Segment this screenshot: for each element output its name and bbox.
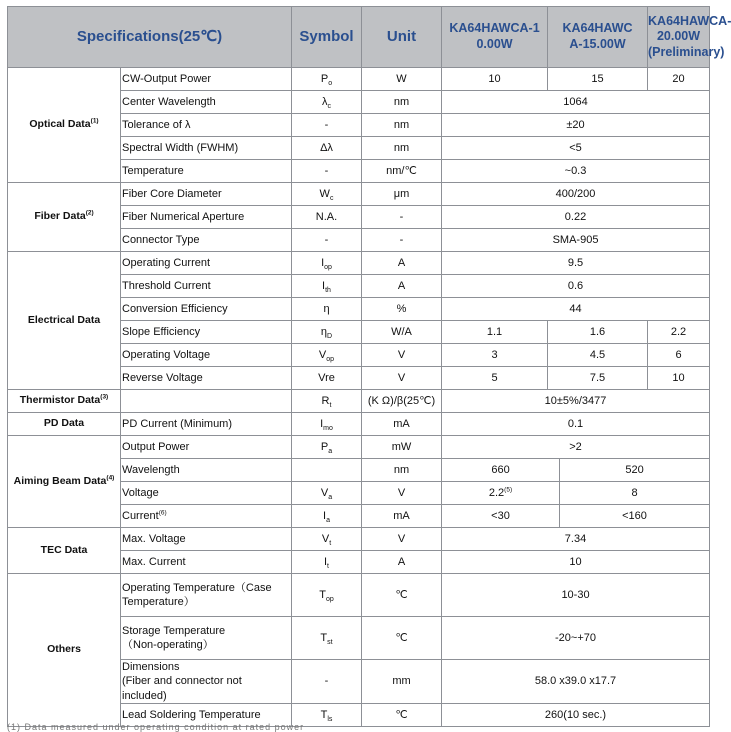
unit-cell: W/A — [362, 321, 442, 344]
symbol-cell: N.A. — [292, 206, 362, 229]
table-row — [8, 68, 710, 91]
table-row — [8, 574, 710, 617]
symbol-cell: - — [292, 114, 362, 137]
unit-cell: A — [362, 551, 442, 574]
unit-cell: nm — [362, 459, 442, 482]
value-cell: 10 — [442, 551, 710, 574]
value-cell: ~0.3 — [442, 160, 710, 183]
param-label: Tolerance of λ — [121, 114, 292, 137]
unit-cell: V — [362, 528, 442, 551]
unit-cell: mA — [362, 505, 442, 528]
value-cell: 5 — [442, 367, 548, 390]
model-15w-header: KA64HAWC A-15.00W — [548, 7, 648, 68]
category-tec-data: TEC Data — [8, 528, 121, 574]
value-cell: 1064 — [442, 91, 710, 114]
table-row — [8, 436, 710, 459]
symbol-cell: $I_a$ — [292, 505, 362, 528]
value-cell: 0.22 — [442, 206, 710, 229]
param-label: Slope Efficiency — [121, 321, 292, 344]
unit-cell: A — [362, 252, 442, 275]
value-cell: 7.5 — [548, 367, 648, 390]
unit-cell: V — [362, 367, 442, 390]
param-label: Lead Soldering Temperature — [121, 703, 292, 726]
table-row — [8, 528, 710, 551]
unit-cell: ℃ — [362, 617, 442, 660]
unit-cell: V — [362, 344, 442, 367]
value-cell: 1.1 — [442, 321, 548, 344]
value-cell: 400/200 — [442, 183, 710, 206]
value-cell: ±20 — [442, 114, 710, 137]
table-row — [8, 413, 710, 436]
value-cell: 44 — [442, 298, 710, 321]
param-label: CW-Output Power — [121, 68, 292, 91]
symbol-cell: $V_{op}$ — [292, 344, 362, 367]
param-label: Operating Temperature（Case Temperature） — [121, 574, 292, 617]
param-label: Operating Current — [121, 252, 292, 275]
param-label: Temperature — [121, 160, 292, 183]
symbol-cell: Vre — [292, 367, 362, 390]
value-cell: >2 — [442, 436, 710, 459]
value-cell: 20 — [648, 68, 710, 91]
unit-cell: V — [362, 482, 442, 505]
symbol-cell: - — [292, 160, 362, 183]
unit-cell: % — [362, 298, 442, 321]
symbol-cell: $I_{mo}$ — [292, 413, 362, 436]
param-label: Max. Current — [121, 551, 292, 574]
symbol-cell: $P_a$ — [292, 436, 362, 459]
symbol-cell: - — [292, 660, 362, 704]
model-20w-header: KA64HAWCA- 20.00W (Preliminary) — [648, 7, 710, 68]
value-cell: 2.2$^{(5)}$ — [442, 482, 560, 505]
unit-cell: nm/℃ — [362, 160, 442, 183]
value-cell: <160 — [560, 505, 710, 528]
value-cell: 10±5%/3477 — [442, 390, 710, 413]
param-label: PD Current (Minimum) — [121, 413, 292, 436]
table-header-row — [8, 7, 710, 68]
param-label: Storage Temperature （Non-operating） — [121, 617, 292, 660]
unit-cell: W — [362, 68, 442, 91]
param-label: Fiber Core Diameter — [121, 183, 292, 206]
value-cell: 0.6 — [442, 275, 710, 298]
symbol-cell: $\lambda_c$ — [292, 91, 362, 114]
param-label: Operating Voltage — [121, 344, 292, 367]
param-label: Dimensions (Fiber and connector not included) — [121, 660, 292, 704]
unit-cell: A — [362, 275, 442, 298]
param-label: Center Wavelength — [121, 91, 292, 114]
specifications-table — [7, 6, 731, 732]
symbol-column-header: Symbol — [292, 7, 362, 68]
unit-cell: mW — [362, 436, 442, 459]
symbol-cell: $V_t$ — [292, 528, 362, 551]
category-thermistor-data: Thermistor Data$^{(3)}$ — [8, 390, 121, 413]
param-label: Max. Voltage — [121, 528, 292, 551]
unit-cell: nm — [362, 91, 442, 114]
category-optical-data: Optical Data$^{(1)}$ — [8, 68, 121, 183]
value-cell: 10 — [648, 367, 710, 390]
value-cell: 3 — [442, 344, 548, 367]
symbol-cell: $W_c$ — [292, 183, 362, 206]
param-label: Fiber Numerical Aperture — [121, 206, 292, 229]
param-label: Threshold Current — [121, 275, 292, 298]
value-cell: 4.5 — [548, 344, 648, 367]
unit-cell: μm — [362, 183, 442, 206]
model-10w-header: KA64HAWCA-1 0.00W — [442, 7, 548, 68]
value-cell: 1.6 — [548, 321, 648, 344]
value-cell: -20~+70 — [442, 617, 710, 660]
symbol-cell: η — [292, 298, 362, 321]
category-aiming-beam-data: Aiming Beam Data$^{(4)}$ — [8, 436, 121, 528]
symbol-cell: $T_{st}$ — [292, 617, 362, 660]
param-label — [121, 390, 292, 413]
value-cell: <30 — [442, 505, 560, 528]
symbol-cell: $I_{th}$ — [292, 275, 362, 298]
symbol-cell: $I_t$ — [292, 551, 362, 574]
footnote: (1) Data measured under operating condition at rated power — [7, 722, 305, 732]
unit-cell: mm — [362, 660, 442, 704]
param-label: Reverse Voltage — [121, 367, 292, 390]
table-row — [8, 183, 710, 206]
value-cell: 10-30 — [442, 574, 710, 617]
unit-cell: nm — [362, 114, 442, 137]
param-label: Conversion Efficiency — [121, 298, 292, 321]
symbol-cell: $P_o$ — [292, 68, 362, 91]
value-cell: 15 — [548, 68, 648, 91]
category-electrical-data: Electrical Data — [8, 252, 121, 390]
value-cell: 8 — [560, 482, 710, 505]
unit-cell: (K Ω)/β(25℃) — [362, 390, 442, 413]
symbol-cell — [292, 459, 362, 482]
param-label: Voltage — [121, 482, 292, 505]
param-label: Spectral Width (FWHM) — [121, 137, 292, 160]
value-cell: 660 — [442, 459, 560, 482]
value-cell: <5 — [442, 137, 710, 160]
symbol-cell: $V_a$ — [292, 482, 362, 505]
symbol-cell: $\eta_D$ — [292, 321, 362, 344]
unit-cell: - — [362, 206, 442, 229]
symbol-cell: - — [292, 229, 362, 252]
symbol-cell: $R_t$ — [292, 390, 362, 413]
value-cell: 2.2 — [648, 321, 710, 344]
value-cell: 6 — [648, 344, 710, 367]
value-cell: 10 — [442, 68, 548, 91]
table-row — [8, 390, 710, 413]
category-pd-data: PD Data — [8, 413, 121, 436]
symbol-cell: $I_{op}$ — [292, 252, 362, 275]
unit-cell: ℃ — [362, 574, 442, 617]
unit-cell: nm — [362, 137, 442, 160]
table-row — [8, 252, 710, 275]
category-fiber-data: Fiber Data$^{(2)}$ — [8, 183, 121, 252]
param-label: Wavelength — [121, 459, 292, 482]
unit-column-header: Unit — [362, 7, 442, 68]
symbol-cell: Δλ — [292, 137, 362, 160]
param-label: Output Power — [121, 436, 292, 459]
spec-column-header: Specifications(25℃) — [8, 7, 292, 68]
value-cell: 260(10 sec.) — [442, 703, 710, 726]
value-cell: 7.34 — [442, 528, 710, 551]
symbol-cell: $T_{ls}$ — [292, 703, 362, 726]
unit-cell: - — [362, 229, 442, 252]
value-cell: SMA-905 — [442, 229, 710, 252]
unit-cell: ℃ — [362, 703, 442, 726]
value-cell: 9.5 — [442, 252, 710, 275]
symbol-cell: $T_{op}$ — [292, 574, 362, 617]
unit-cell: mA — [362, 413, 442, 436]
value-cell: 0.1 — [442, 413, 710, 436]
param-label: Connector Type — [121, 229, 292, 252]
category-others: Others — [8, 574, 121, 727]
param-label: Current$^{(6)}$ — [121, 505, 292, 528]
value-cell: 520 — [560, 459, 710, 482]
value-cell: 58.0 x39.0 x17.7 — [442, 660, 710, 704]
